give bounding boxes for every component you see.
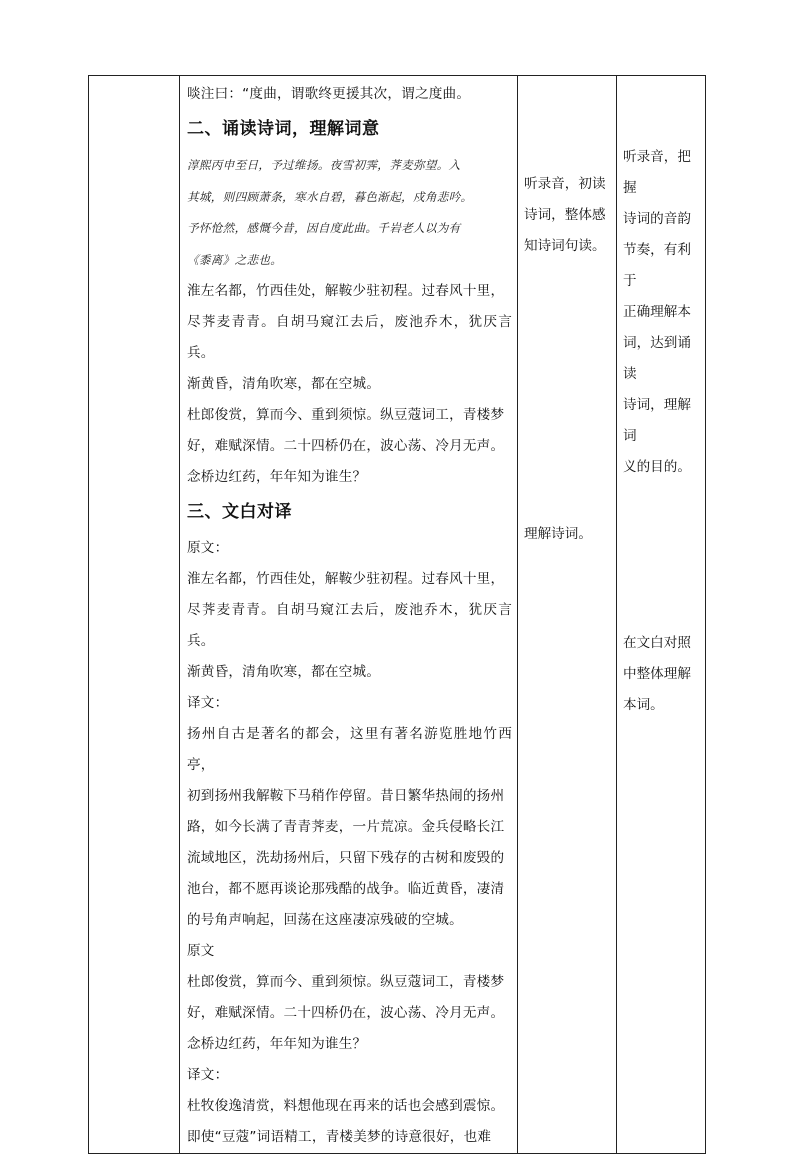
intent-line: 听录音，把握: [623, 149, 691, 196]
design-intent-cell: [617, 76, 706, 1154]
original-line: 杜郎俊赏，算而今、重到须惊。纵豆蔻词工，青楼梦: [187, 974, 505, 990]
lesson-plan-table: [88, 75, 706, 1154]
original-line: 念桥边红药，年年知为谁生？: [187, 1036, 367, 1052]
intent-line: 义的目的。: [623, 459, 691, 475]
preface-block: [187, 150, 512, 275]
intent-understand: [623, 483, 701, 721]
translation-line: 流域地区，洗劫扬州后，只留下残存的古树和废毁的: [187, 850, 505, 866]
table-row: [89, 76, 706, 1154]
section-heading-recite: 二、诵读诗词，理解词意: [187, 119, 380, 139]
poem-line: 尽荠麦青青。自胡马窥江去后，废池乔木，犹厌言兵。: [187, 314, 512, 361]
teaching-content-cell: [180, 76, 518, 1154]
original-line: 渐黄昏，清角吹寒，都在空城。: [187, 664, 381, 680]
intent-line: 在文白对照: [623, 635, 691, 651]
preface-line: 《黍离》之悲也。: [187, 252, 283, 267]
translation-line: 池台，都不愿再谈论那残酷的战争。临近黄昏，凄清: [187, 881, 505, 897]
intent-listen: [623, 76, 701, 483]
translation-line: 扬州自古是著名的都会，这里有著名游览胜地竹西亭，: [187, 726, 512, 773]
preface-line: 淳熙丙申至日，予过维扬。夜雪初霁，荠麦弥望。入: [187, 158, 461, 172]
intent-line: 节奏，有利于: [623, 242, 691, 289]
poem-line: 念桥边红药，年年知为谁生？: [187, 469, 367, 485]
intent-line: 本词。: [623, 697, 664, 713]
intro-line: 啖注曰：“度曲，谓歌终更援其次，谓之度曲。: [187, 86, 471, 102]
original-line: 淮左名都，竹西佳处，解鞍少驻初程。过春风十里，: [187, 571, 505, 587]
preface-line: 其城，则四顾萧条，寒水自碧，暮色渐起，戍角悲吟。: [187, 189, 473, 204]
activity-listen: [524, 76, 612, 262]
original-label: 原文: [187, 943, 215, 959]
intent-line: 诗词，理解词: [623, 397, 691, 444]
poem-line: 淮左名都，竹西佳处，解鞍少驻初程。过春风十里，: [187, 283, 505, 299]
activity-line: 诗词，整体感: [524, 207, 606, 223]
translation-line: 路，如今长满了青青荠麦，一片荒凉。金兵侵略长江: [187, 819, 505, 835]
translation-line: 的号角声响起，回荡在这座凄凉残破的空城。: [187, 912, 463, 928]
section-heading-translation: 三、文白对译: [187, 502, 292, 522]
translation-label: 译文：: [187, 1067, 229, 1083]
poem-line: 好，难赋深情。二十四桥仍在，波心荡、冷月无声。: [187, 438, 505, 454]
activity-understand: [524, 262, 612, 550]
intent-line: 诗词的音韵: [623, 211, 691, 227]
preface-line: 予怀怆然，感慨今昔，因自度此曲。千岩老人以为有: [187, 221, 461, 235]
activity-line: 听录音，初读: [524, 176, 606, 192]
student-activity-cell: [518, 76, 617, 1154]
poem-line: 杜郎俊赏，算而今、重到须惊。纵豆蔻词工，青楼梦: [187, 407, 505, 423]
activity-line: 理解诗词。: [524, 526, 592, 542]
original-line: 好，难赋深情。二十四桥仍在，波心荡、冷月无声。: [187, 1005, 505, 1021]
intent-line: 词，达到诵读: [623, 335, 691, 382]
translation-line: 杜牧俊逸清赏，料想他现在再来的话也会感到震惊。: [187, 1098, 505, 1114]
translation-line: 即使“豆蔻”词语精工，青楼美梦的诗意很好，也难: [187, 1129, 492, 1145]
activity-line: 知诗词句读。: [524, 238, 606, 254]
translation-line: 初到扬州我解鞍下马稍作停留。昔日繁华热闹的扬州: [187, 788, 505, 804]
poem-line: 渐黄昏，清角吹寒，都在空城。: [187, 376, 381, 392]
intent-line: 正确理解本: [623, 304, 691, 320]
translation-label: 译文：: [187, 695, 229, 711]
empty-left-cell: [89, 76, 180, 1154]
original-line: 尽荠麦青青。自胡马窥江去后，废池乔木，犹厌言兵。: [187, 602, 512, 649]
original-label: 原文：: [187, 540, 229, 556]
poem-stanza-1: [187, 276, 512, 400]
intent-line: 中整体理解: [623, 666, 691, 682]
poem-stanza-2: [187, 400, 512, 493]
